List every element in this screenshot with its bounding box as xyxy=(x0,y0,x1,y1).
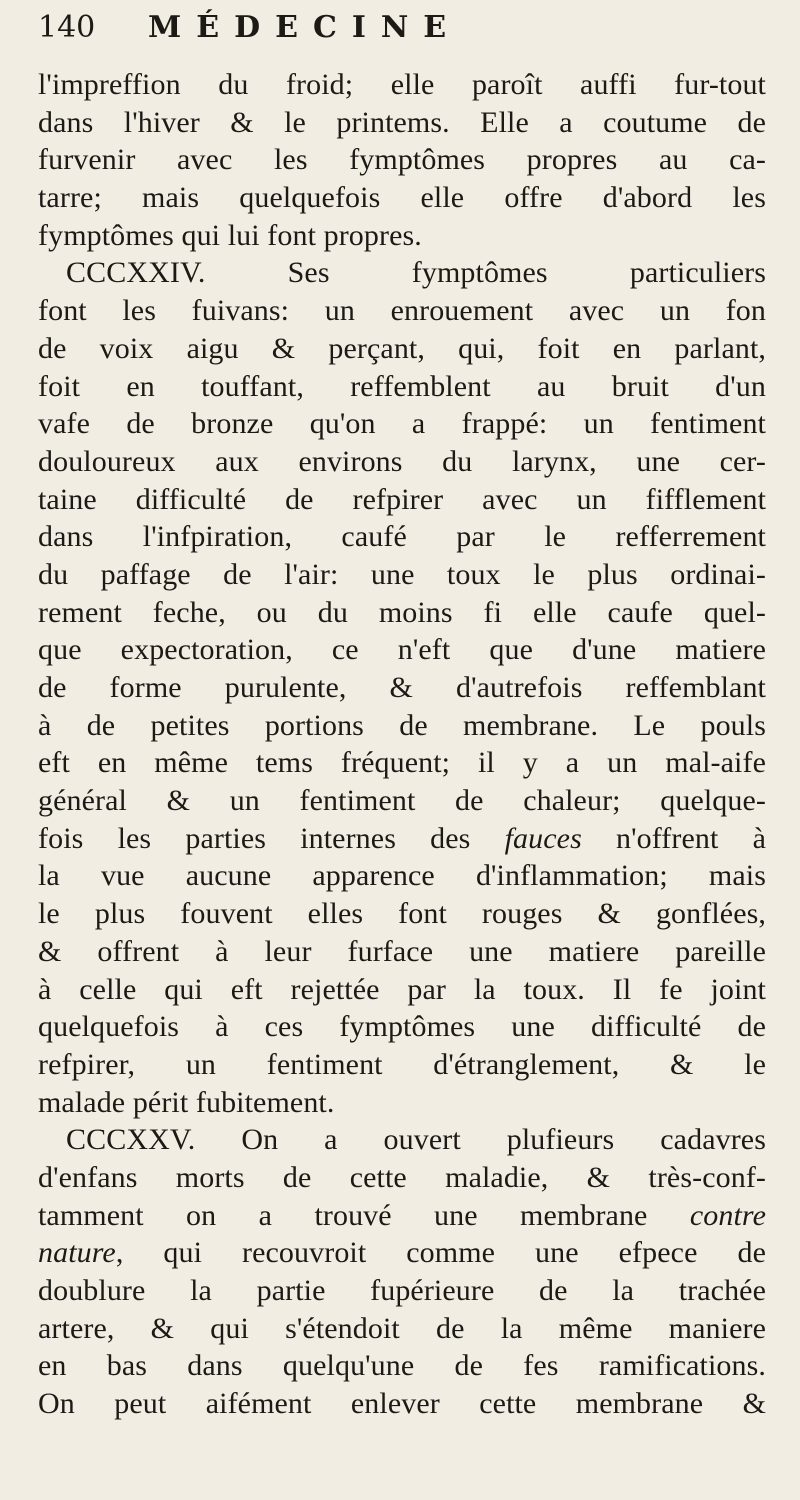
text-segment: d'enfans morts de cette maladie, & très-conf- xyxy=(38,1160,766,1194)
text-segment: douloureux aux environs du larynx, une cer- xyxy=(38,444,766,478)
text-line xyxy=(38,405,766,443)
text-segment: malade périt fubitement. xyxy=(38,1085,335,1119)
text-line xyxy=(38,971,766,1009)
text-line xyxy=(38,1008,766,1046)
text-line xyxy=(38,141,766,179)
text-segment: en bas dans quelqu'une de fes ramifications. xyxy=(38,1349,766,1383)
text-segment: font les fuivans: un enrouement avec un fon xyxy=(38,294,766,328)
body-text xyxy=(38,66,766,1423)
text-line xyxy=(38,518,766,556)
text-segment: foit en touffant, reffemblent au bruit d'un xyxy=(38,369,766,403)
text-line xyxy=(38,556,766,594)
italic-text: nature xyxy=(38,1236,116,1270)
text-segment: fymptômes qui lui font propres. xyxy=(38,218,422,252)
italic-text: fauces xyxy=(504,821,582,855)
text-segment: eft en même tems fréquent; il y a un mal-aife xyxy=(38,746,766,780)
text-line xyxy=(38,895,766,933)
text-line xyxy=(38,481,766,519)
text-segment: rement feche, ou du moins fi elle caufe quel- xyxy=(38,595,766,629)
text-segment: doublure la partie fupérieure de la trachée xyxy=(38,1274,766,1307)
text-segment: général & un fentiment de chaleur; quelque- xyxy=(38,784,766,818)
page-number: 140 xyxy=(38,10,96,45)
text-line xyxy=(38,179,766,217)
text-line xyxy=(38,594,766,632)
text-segment: fois les parties internes des xyxy=(38,821,505,855)
text-line xyxy=(38,744,766,782)
text-line xyxy=(38,254,766,292)
text-line xyxy=(38,443,766,481)
text-segment: & offrent à leur furface une matiere pareille xyxy=(38,934,766,968)
text-line xyxy=(38,104,766,142)
text-segment: CCCXXV. On a ouvert plufieurs cadavres xyxy=(66,1123,766,1157)
text-segment: de voix aigu & perçant, qui, foit en parlant, xyxy=(38,331,766,365)
text-segment: la vue aucune apparence d'inflammation; mais xyxy=(38,859,766,893)
text-line xyxy=(38,631,766,669)
text-segment: vafe de bronze qu'on a frappé: un fentiment xyxy=(38,407,766,441)
text-segment: CCCXXIV. Ses fymptômes particuliers xyxy=(66,256,766,290)
text-segment: que expectoration, ce n'eft que d'une matiere xyxy=(38,633,766,667)
text-segment: dans l'hiver & le printems. Elle a coutume de xyxy=(38,105,766,139)
text-line xyxy=(38,820,766,858)
text-line xyxy=(38,217,766,255)
text-line xyxy=(38,292,766,330)
text-line xyxy=(38,1046,766,1084)
text-line xyxy=(38,1310,766,1348)
running-head xyxy=(38,10,766,66)
text-line xyxy=(38,1159,766,1197)
italic-text: contre xyxy=(689,1198,766,1232)
text-line xyxy=(38,368,766,406)
text-segment: le plus fouvent elles font rouges & gonflées, xyxy=(38,897,766,931)
text-line xyxy=(38,707,766,745)
text-line xyxy=(38,857,766,895)
text-line xyxy=(38,1385,766,1423)
text-segment: tamment on a trouvé une membrane xyxy=(38,1198,690,1232)
text-segment: , qui recouvroit comme une efpece de xyxy=(115,1236,766,1270)
text-segment: taine difficulté de refpirer avec un fifflement xyxy=(38,482,766,516)
text-segment: On peut aifément enlever cette membrane & xyxy=(38,1387,766,1421)
text-line xyxy=(38,1272,766,1310)
text-segment: l'impreffion du froid; elle paroît auffi fur-tout xyxy=(38,68,766,101)
text-segment: quelquefois à ces fymptômes une difficulté de xyxy=(38,1010,766,1044)
text-segment: à de petites portions de membrane. Le pouls xyxy=(38,708,766,742)
text-line xyxy=(38,1084,766,1122)
section-title: MÉDECINE xyxy=(148,10,462,45)
text-line xyxy=(38,1234,766,1272)
text-segment: refpirer, un fentiment d'étranglement, & le xyxy=(38,1047,766,1081)
text-segment: furvenir avec les fymptômes propres au ca- xyxy=(38,143,766,177)
text-segment: du paffage de l'air: une toux le plus ordinai- xyxy=(38,557,766,591)
text-segment: de forme purulente, & d'autrefois reffemblant xyxy=(38,671,766,704)
text-line xyxy=(38,1347,766,1385)
text-line xyxy=(38,1121,766,1159)
text-line xyxy=(38,66,766,104)
text-segment: artere, & qui s'étendoit de la même maniere xyxy=(38,1311,766,1345)
text-segment: tarre; mais quelquefois elle offre d'abord les xyxy=(38,181,766,215)
text-line xyxy=(38,1197,766,1235)
text-segment: à celle qui eft rejettée par la toux. Il fe joint xyxy=(38,972,766,1006)
text-line xyxy=(38,782,766,820)
text-segment: dans l'infpiration, caufé par le refferrement xyxy=(38,520,766,554)
text-line xyxy=(38,330,766,368)
text-line xyxy=(38,933,766,971)
text-line xyxy=(38,669,766,707)
text-segment: n'offrent à xyxy=(581,821,767,855)
